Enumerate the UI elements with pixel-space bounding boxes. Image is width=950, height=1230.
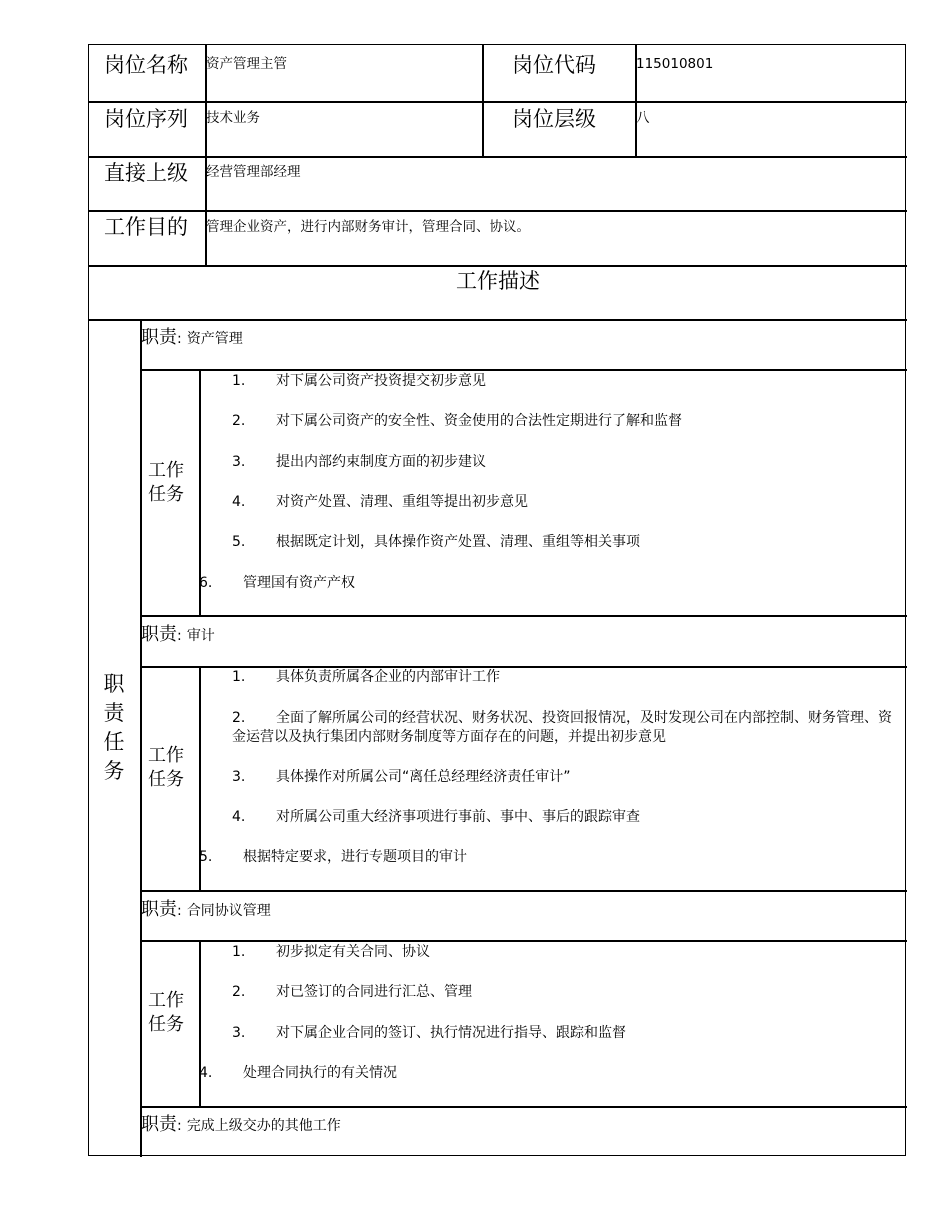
task-item (232, 943, 430, 962)
row-divider (141, 369, 907, 371)
task-item (232, 808, 640, 827)
task-item (232, 709, 894, 747)
duty-key: 职责 (141, 899, 177, 920)
task-num: 1. (232, 944, 246, 960)
post-level-label: 岗位层级 (512, 107, 596, 131)
duty-header (141, 895, 271, 921)
row-divider (141, 940, 907, 942)
task-num: 2. (232, 984, 246, 1000)
work-task-label (146, 744, 186, 792)
row-divider (89, 101, 907, 103)
task-text: 对下属公司资产的安全性、资金使用的合法性定期进行了解和监督 (276, 413, 682, 429)
duty-colon: : (177, 1118, 182, 1134)
purpose-value: 管理企业资产，进行内部财务审计，管理合同、协议。 (206, 219, 530, 235)
work-task-label-line: 任务 (148, 769, 184, 790)
task-item (232, 372, 486, 391)
task-text: 处理合同执行的有关情况 (243, 1065, 397, 1081)
task-num: 4. (199, 1065, 213, 1081)
duty-task-char: 务 (103, 759, 125, 783)
job-description-table (88, 44, 906, 1156)
task-item (232, 668, 500, 687)
section-title: 工作描述 (456, 269, 540, 293)
task-text: 对已签订的合同进行汇总、管理 (276, 984, 472, 1000)
task-text: 对下属企业合同的签订、执行情况进行指导、跟踪和监督 (276, 1025, 626, 1041)
task-num: 1. (232, 669, 246, 685)
task-text: 管理国有资产产权 (243, 575, 355, 591)
post-name-value: 资产管理主管 (206, 56, 287, 72)
task-num: 3. (232, 769, 246, 785)
work-task-label-line: 工作 (148, 990, 184, 1011)
col-divider (482, 45, 484, 157)
task-item (232, 768, 571, 787)
duty-colon: : (177, 331, 182, 347)
task-text: 对下属公司资产投资提交初步意见 (276, 373, 486, 389)
task-num: 4. (232, 809, 246, 825)
task-text: 具体负责所属各企业的内部审计工作 (276, 669, 500, 685)
task-item (232, 493, 528, 512)
work-task-label-line: 工作 (148, 460, 184, 481)
duty-key: 职责 (141, 1114, 177, 1135)
task-num: 4. (232, 494, 246, 510)
duty-key: 职责 (141, 624, 177, 645)
task-num: 5. (199, 849, 213, 865)
duty-task-char: 责 (103, 701, 125, 725)
work-task-label-line: 任务 (148, 484, 184, 505)
task-num: 2. (232, 413, 246, 429)
duty-name: 合同协议管理 (186, 903, 271, 919)
duty-name: 资产管理 (186, 331, 243, 347)
task-text: 根据特定要求，进行专题项目的审计 (243, 849, 467, 865)
duty-colon: : (177, 628, 182, 644)
task-text: 提出内部约束制度方面的初步建议 (276, 454, 486, 470)
task-text: 全面了解所属公司的经营状况、财务状况、投资回报情况，及时发现公司在内部控制、财务管理、资金运营以及执行集团内部财务制度等方面存在的问题，并提出初步意见 (232, 710, 892, 745)
task-num: 2. (232, 710, 246, 726)
work-task-label (146, 459, 186, 507)
task-text: 具体操作对所属公司“离任总经理经济责任审计” (276, 769, 571, 785)
task-num: 3. (232, 1025, 246, 1041)
task-item (232, 1024, 626, 1043)
duty-colon: : (177, 903, 182, 919)
row-divider (141, 890, 907, 892)
duty-name: 完成上级交办的其他工作 (186, 1118, 341, 1134)
task-text: 根据既定计划，具体操作资产处置、清理、重组等相关事项 (276, 534, 640, 550)
purpose-label: 工作目的 (104, 215, 188, 239)
duty-task-char: 职 (103, 672, 125, 696)
task-item (199, 1064, 397, 1083)
post-series-label: 岗位序列 (104, 107, 188, 131)
row-divider (89, 319, 907, 321)
task-item (232, 533, 640, 552)
duty-header (141, 620, 215, 646)
task-num: 3. (232, 454, 246, 470)
duty-header (141, 1110, 341, 1136)
work-task-label-line: 任务 (148, 1014, 184, 1035)
col-divider (140, 319, 142, 1157)
task-text: 对所属公司重大经济事项进行事前、事中、事后的跟踪审查 (276, 809, 640, 825)
post-series-value: 技术业务 (206, 110, 260, 126)
task-num: 6. (199, 575, 213, 591)
duty-name: 审计 (186, 628, 215, 644)
work-task-label-line: 工作 (148, 745, 184, 766)
task-text: 初步拟定有关合同、协议 (276, 944, 430, 960)
task-text: 对资产处置、清理、重组等提出初步意见 (276, 494, 528, 510)
post-code-value: 115010801 (636, 56, 714, 72)
task-num: 1. (232, 373, 246, 389)
row-divider (141, 615, 907, 617)
post-code-label: 岗位代码 (512, 53, 596, 77)
row-divider (89, 156, 907, 158)
task-item (232, 412, 682, 431)
row-divider (89, 265, 907, 267)
duty-key: 职责 (141, 327, 177, 348)
task-item (199, 574, 355, 593)
task-item (199, 848, 467, 867)
superior-value: 经营管理部经理 (206, 164, 301, 180)
task-item (232, 453, 486, 472)
task-item (232, 983, 472, 1002)
post-level-value: 八 (636, 110, 650, 126)
duty-header (141, 323, 243, 349)
work-task-label (146, 989, 186, 1037)
row-divider (89, 210, 907, 212)
task-num: 5. (232, 534, 246, 550)
row-divider (141, 1106, 907, 1108)
duty-task-char: 任 (103, 730, 125, 754)
duty-task-label (99, 670, 129, 786)
superior-label: 直接上级 (104, 161, 188, 185)
post-name-label: 岗位名称 (104, 53, 188, 77)
